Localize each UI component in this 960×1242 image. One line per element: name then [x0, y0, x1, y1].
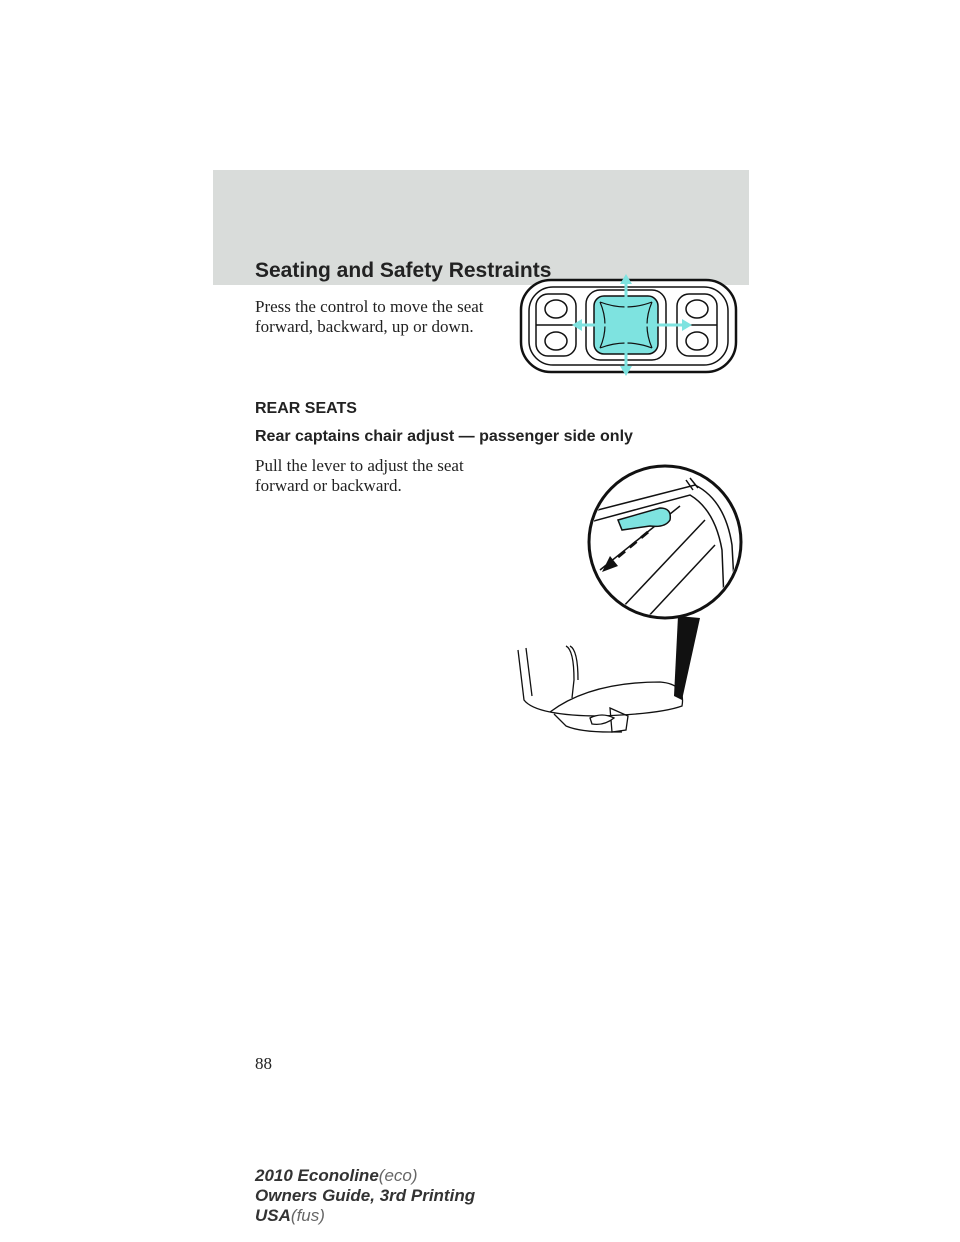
text-line: forward or backward. — [255, 476, 402, 495]
footer-model: 2010 Econoline — [255, 1166, 379, 1185]
seat-lever-illustration — [510, 450, 750, 740]
power-seat-control-illustration — [516, 272, 742, 378]
text-line: Press the control to move the seat — [255, 297, 484, 316]
text-line: forward, backward, up or down. — [255, 317, 474, 336]
rear-seats-heading: REAR SEATS — [255, 400, 357, 417]
section-header — [213, 170, 749, 285]
footer-model-code: (eco) — [378, 1166, 418, 1185]
section-title: Seating and Safety Restraints — [255, 259, 552, 282]
footer-region-code: (fus) — [290, 1206, 325, 1225]
power-seat-instructions — [255, 297, 484, 337]
captains-chair-heading: Rear captains chair adjust — passenger side only — [255, 428, 633, 445]
document-footer — [255, 1166, 475, 1226]
text-line: Pull the lever to adjust the seat — [255, 456, 464, 475]
footer-guide-edition: Owners Guide, 3rd Printing — [255, 1186, 476, 1205]
rear-lever-instructions — [255, 456, 464, 496]
page-number: 88 — [255, 1054, 272, 1073]
footer-region: USA — [255, 1206, 291, 1225]
